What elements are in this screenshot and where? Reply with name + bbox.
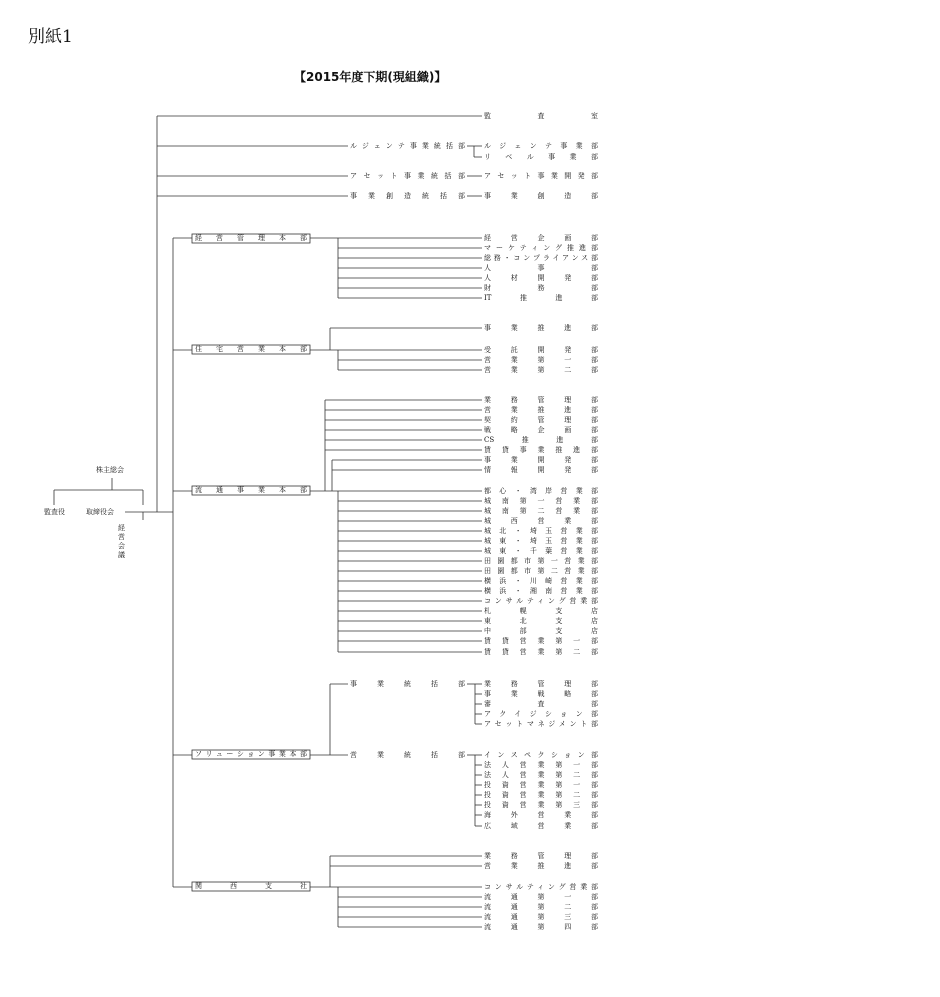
dept-lugente: ルジェンテ事業部 — [484, 142, 598, 150]
dept: 審査部 — [484, 700, 598, 708]
dept: 契約管理部 — [484, 416, 598, 424]
dept: 流通第三部 — [484, 913, 598, 921]
dept: コンサルティング営業部 — [484, 883, 598, 891]
board-of-directors: 取締役会 — [86, 508, 114, 516]
dept: 財務部 — [484, 284, 598, 292]
dept: 横浜・川崎営業部 — [484, 577, 598, 585]
dept: 賃貸事業推進部 — [484, 446, 598, 454]
division-distribution: 流通事業本部 — [195, 486, 307, 494]
sub-division-sales: 営業統括部 — [350, 751, 465, 759]
dept: 海外営業部 — [484, 811, 598, 819]
dept: 法人営業第一部 — [484, 761, 598, 769]
dept: 広域営業部 — [484, 822, 598, 830]
dept: 業務管理部 — [484, 680, 598, 688]
dept: 城東・千葉営業部 — [484, 547, 598, 555]
management-meeting: 経営会議 — [118, 524, 125, 559]
dept: 城北・埼玉営業部 — [484, 527, 598, 535]
dept: 流通第四部 — [484, 923, 598, 931]
dept: 東北支店 — [484, 617, 598, 625]
attachment-label: 別紙1 — [28, 27, 73, 47]
dept: 城南第一営業部 — [484, 497, 598, 505]
division-solution: ソリューション事業本部 — [195, 750, 307, 758]
dept: 法人営業第二部 — [484, 771, 598, 779]
shareholders-meeting: 株主総会 — [96, 466, 124, 474]
dept: 流通第二部 — [484, 903, 598, 911]
dept-asset-dev: アセット事業開発部 — [484, 172, 598, 180]
dept: 総務・コンプライアンス部 — [484, 254, 598, 262]
sub-division-business: 事業統括部 — [350, 680, 465, 688]
dept: 営業推進部 — [484, 862, 598, 870]
dept: 賃貸営業第一部 — [484, 637, 598, 645]
dept-liber: リベル事業部 — [484, 153, 598, 161]
dept: 城東・埼玉営業部 — [484, 537, 598, 545]
division-management: 経営管理本部 — [195, 234, 307, 242]
division-kansai: 関西支社 — [195, 882, 307, 890]
dept: CS推進部 — [484, 436, 598, 444]
dept: アクイジション部 — [484, 710, 598, 718]
dept: 戦略企画部 — [484, 426, 598, 434]
unit-biz-creation: 事業創造統括部 — [350, 192, 465, 200]
dept: 投資営業第三部 — [484, 801, 598, 809]
dept: 札幌支店 — [484, 607, 598, 615]
dept: 人事部 — [484, 264, 598, 272]
dept: 城西営業部 — [484, 517, 598, 525]
dept: 営業第一部 — [484, 356, 598, 364]
dept: 田園都市第一営業部 — [484, 557, 598, 565]
dept: 横浜・湘南営業部 — [484, 587, 598, 595]
dept: 流通第一部 — [484, 893, 598, 901]
dept: 経営企画部 — [484, 234, 598, 242]
dept: 事業推進部 — [484, 324, 598, 332]
page-title: 【2015年度下期(現組織)】 — [294, 70, 447, 84]
dept: 受託開発部 — [484, 346, 598, 354]
dept: 賃貸営業第二部 — [484, 648, 598, 656]
dept: 事業戦略部 — [484, 690, 598, 698]
dept: 人材開発部 — [484, 274, 598, 282]
dept: コンサルティング営業部 — [484, 597, 598, 605]
dept: 業務管理部 — [484, 852, 598, 860]
dept: 投資営業第二部 — [484, 791, 598, 799]
division-housing: 住宅営業本部 — [195, 345, 307, 353]
dept-biz-creation: 事業創造部 — [484, 192, 598, 200]
dept: 業務管理部 — [484, 396, 598, 404]
dept: マーケティング推進部 — [484, 244, 598, 252]
dept: 営業推進部 — [484, 406, 598, 414]
dept: 事業開発部 — [484, 456, 598, 464]
dept: 営業第二部 — [484, 366, 598, 374]
dept: アセットマネジメント部 — [484, 720, 598, 728]
dept: インスペクション部 — [484, 751, 598, 759]
unit-lugente: ルジェンテ事業統括部 — [350, 142, 465, 150]
dept: 田園都市第二営業部 — [484, 567, 598, 575]
dept-audit-office: 監 査 室 — [484, 112, 598, 120]
dept: 投資営業第一部 — [484, 781, 598, 789]
dept: 中部支店 — [484, 627, 598, 635]
dept: 情報開発部 — [484, 466, 598, 474]
unit-asset: アセット事業統括部 — [350, 172, 465, 180]
dept: IT推進部 — [484, 294, 598, 302]
dept: 都心・湾岸営業部 — [484, 487, 598, 495]
auditor: 監査役 — [44, 508, 65, 516]
dept: 城南第二営業部 — [484, 507, 598, 515]
